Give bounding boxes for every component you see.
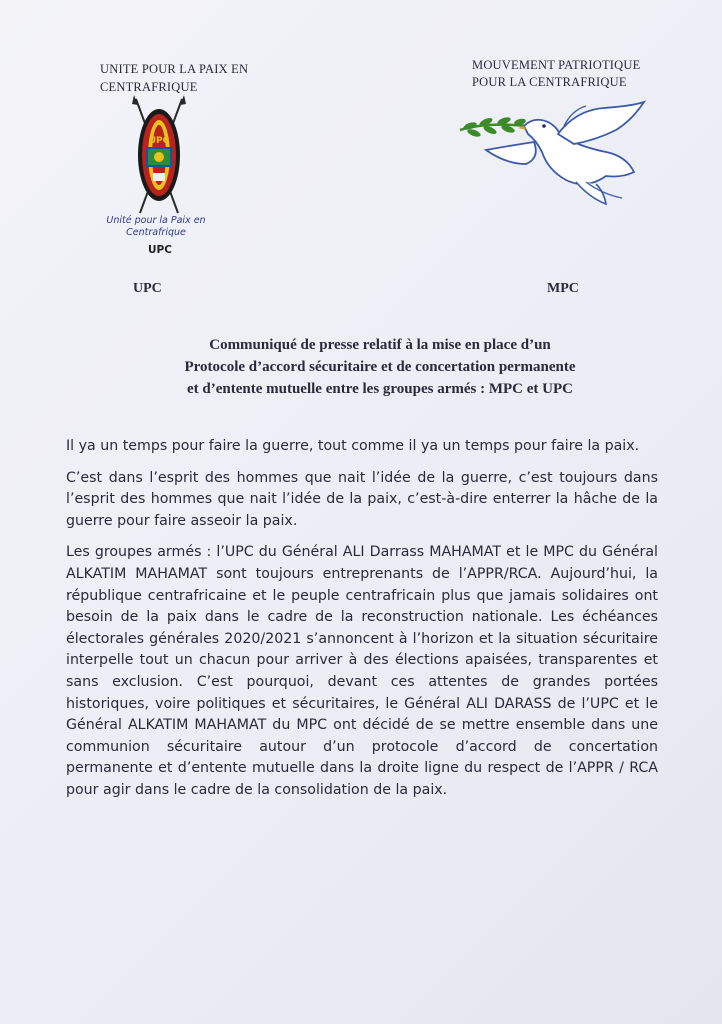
title-line-2: Protocole d’accord sécuritaire et de concertation permanente	[184, 359, 576, 375]
logo-badge-text: UPC	[148, 136, 170, 146]
title-line-1: Communiqué de presse relatif à la mise en place d’un	[209, 337, 551, 353]
dove-logo	[456, 100, 648, 208]
right-org-line2: POUR LA CENTRAFRIQUE	[472, 75, 627, 89]
logo-abbreviation: UPC	[148, 244, 172, 256]
body-paragraph: Il ya un temps pour faire la guerre, tout comme il ya un temps pour faire la paix.	[66, 438, 640, 454]
left-organization-name: UNITE POUR LA PAIX EN CENTRAFRIQUE	[100, 62, 249, 94]
body-paragraph: Les groupes armés : l’UPC du Général ALI Darrass MAHAMAT et le MPC du Général ALKATIM MAHAMAT sont toujours entreprenants de l’APPR/RCA. Aujourd’hui, la république centrafricaine et le peuple centrafricain plus que jamais solidaires ont besoin de la paix dans le cadre de la reconstruction nationale. Les échéances électorales générales 2020/2021 s’annoncent à l’horizon et la situation sécuritaire interpelle tout un chacun pour arriver à des élections apaisées, transparentes et sans exclusion. C’est pourquoi, devant ces attentes de grandes portées historiques, voire politiques et sécuritaires, le Général ALI DARASS de l’UPC et le Général ALKATIM MAHAMAT du MPC ont décidé de se mettre ensemble dans une communion sécuritaire autour d’un protocole d’accord de concertation permanente et d’entente mutuelle dans la droite ligne du respect de l’APPR / RCA pour agir dans le cadre de la consolidation de la paix.	[66, 544, 658, 798]
right-org-line1: MOUVEMENT PATRIOTIQUE	[472, 58, 641, 72]
communique-body	[66, 436, 658, 812]
communique-title	[70, 334, 690, 400]
title-line-3: et d’entente mutuelle entre les groupes armés : MPC et UPC	[186, 381, 573, 397]
upc-shield-logo	[128, 95, 190, 219]
mpc-abbreviation: MPC	[547, 281, 579, 296]
body-paragraph: C’est dans l’esprit des hommes que nait l’idée de la guerre, c’est toujours dans l’esprit des hommes que nait l’idée de la paix, c’est-à-dire enterrer la hâche de la guerre pour faire asseoir la paix.	[66, 469, 658, 529]
logo-caption: Unité pour la Paix en Centrafrique	[106, 215, 206, 238]
right-organization-name	[472, 57, 682, 91]
upc-abbreviation: UPC	[133, 281, 162, 296]
